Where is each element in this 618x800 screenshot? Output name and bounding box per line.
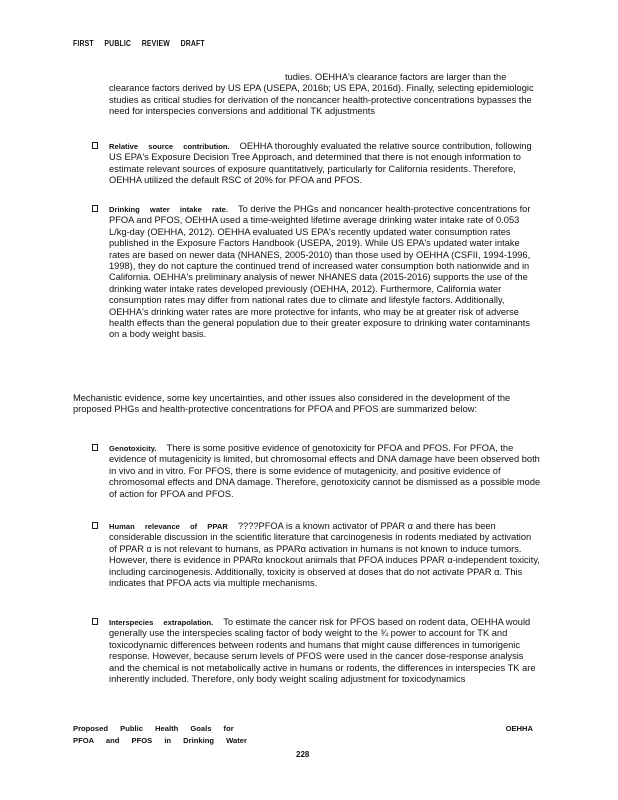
bullet-lead: Interspecies extrapolation. bbox=[109, 618, 214, 627]
footer-title-line2: PFOA and PFOS in Drinking Water bbox=[73, 736, 247, 745]
bullet-box-icon bbox=[92, 444, 98, 451]
bullet-lead: Drinking water intake rate. bbox=[109, 205, 228, 214]
bullet-box-icon bbox=[92, 205, 98, 212]
footer-title-line1: Proposed Public Health Goals for bbox=[73, 724, 234, 733]
bullet-text: OEHHA thoroughly evaluated the relative source contribution, following US EPA's Exposure Decision Tree Approach, and determined that there is not enough information to estimate relevant sources of exposure quantitatively, particularly for California residents. Therefore, OEHHA utilized the default RSC of 20% for PFOA and PFOS. bbox=[109, 141, 532, 186]
bullet-box-icon bbox=[92, 522, 98, 529]
continuation-paragraph bbox=[109, 72, 541, 118]
bullet-text: To derive the PHGs and noncancer health-protective concentrations for PFOA and PFOS, OEHHA used a time-weighted lifetime average drinking water intake rate of 0.053 L/kg-day (OEHHA, 2012). OEHHA evaluated US EPA's recently updated water consumption rates published in the Exposure Factors Handbook (USEPA, 2019). While US EPA's updated water intake rates are based on newer data (NHANES, 2005-2010) than those used by OEHHA (CSFII, 1994-1996, 1998), they do not capture the continued trend of increased water consumption both nationwide and in California. OEHHA's preliminary analysis of newer NHANES data (2015-2016) supports the use of the drinking water intake rates developed previously (OEHHA, 2012). Furthermore, California water consumption rates may differ from national rates due to climate and lifestyle factors. Additionally, OEHHA's drinking water rates are more protective for infants, who may be at greater risk of adverse health effects than the general population due to their greater exposure to drinking water contaminants on a body weight basis. bbox=[109, 204, 531, 340]
bullet-text: ????PFOA is a known activator of PPAR α and there has been considerable discussion in the scientific literature that carcinogenesis in rodents mediated by activation of PPAR α is not relevant to humans, as PPARα activation in humans is not known to induce tumors. However, there is evidence in PPARα knockout animals that PFOA induces PPAR α-independent toxicity, including carcinogenesis. Additionally, toxicity is observed at doses that do not activate PPAR α. This indicates that PFOA acts via multiple mechanisms. bbox=[109, 521, 540, 589]
page-footer bbox=[73, 723, 543, 747]
bullet-lead: Human relevance of PPAR bbox=[109, 522, 228, 531]
bullet-box-icon bbox=[92, 618, 98, 625]
bullet-lead: Genotoxicity. bbox=[109, 444, 157, 453]
bullet-lead: Relative source contribution. bbox=[109, 142, 230, 151]
bullet-box-icon bbox=[92, 142, 98, 149]
draft-header: FIRST PUBLIC REVIEW DRAFT bbox=[73, 39, 205, 48]
bullet-text: To estimate the cancer risk for PFOS based on rodent data, OEHHA would generally use the interspecies scaling factor of body weight to the ¾ power to account for TK and toxicodynamic differences between rodents and humans that might cause differences in tumorigenic response. However, because serum levels of PFOS were used in the cancer dose-response analysis and the chemical is not metabolically active in humans or rodents, the differences in interspecies TK are inherently included. Therefore, only body weight scaling adjustment for toxicodynamics bbox=[109, 617, 536, 685]
summary-paragraph bbox=[73, 393, 543, 416]
bullet-text: There is some positive evidence of genotoxicity for PFOA and PFOS. For PFOA, the evidence of mutagenicity is limited, but chromosomal effects and DNA damage have been observed both in vivo and in vitro. For PFOS, there is some evidence of mutagenicity, and positive evidence of chromosomal effects and DNA damage. Therefore, genotoxicity cannot be dismissed as a possible mode of action for PFOA and PFOS. bbox=[109, 443, 541, 499]
summary-text: Mechanistic evidence, some key uncertainties, and other issues also considered in the development of the proposed PHGs and health-protective concentrations for PFOA and PFOS are summarized below: bbox=[73, 393, 511, 415]
page-number: 228 bbox=[296, 750, 310, 759]
continuation-text: tudies. OEHHA's clearance factors are larger than the clearance factors derived by US EPA (USEPA, 2016b; US EPA, 2016d). Finally, selecting epidemiologic studies as critical studies for derivation of the noncancer health-protective concentrations bypasses the need for interspecies conversions and additional TK adjustments bbox=[109, 72, 534, 117]
footer-agency: OEHHA bbox=[505, 724, 533, 733]
